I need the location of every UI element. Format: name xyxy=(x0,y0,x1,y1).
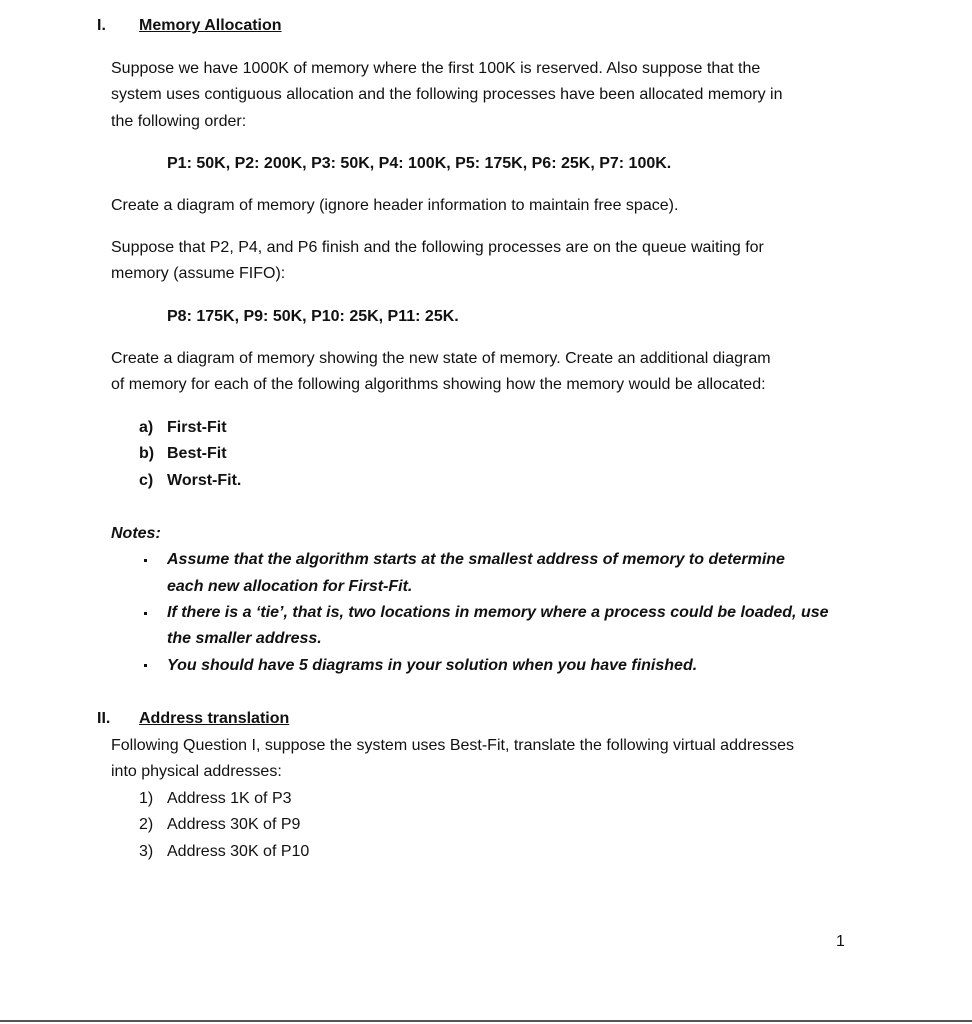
diagram-instruction: Create a diagram of memory (ignore header information to maintain free space). xyxy=(111,197,679,214)
note-2-line-2: the smaller address. xyxy=(167,630,322,647)
address-item-2: Address 30K of P9 xyxy=(167,816,301,833)
item-marker: 1) xyxy=(139,790,154,807)
algorithm-marker: a) xyxy=(139,419,154,436)
notes-heading: Notes: xyxy=(111,525,161,542)
section2-numeral: II. xyxy=(97,710,111,727)
item-marker: 2) xyxy=(139,816,154,833)
item-marker: 3) xyxy=(139,843,154,860)
section2-intro-line-2: into physical addresses: xyxy=(111,763,282,780)
algorithm-first-fit: First-Fit xyxy=(167,419,227,436)
note-3-line-1: You should have 5 diagrams in your solution when you have finished. xyxy=(167,657,698,674)
algorithm-marker: c) xyxy=(139,472,154,489)
address-item-1: Address 1K of P3 xyxy=(167,790,292,807)
bullet-icon xyxy=(144,664,147,667)
section1-numeral: I. xyxy=(97,17,106,34)
intro-line-3: the following order: xyxy=(111,113,247,130)
section2-intro-line-1: Following Question I, suppose the system uses Best-Fit, translate the following virtual addresses xyxy=(111,737,794,754)
bullet-icon xyxy=(144,559,147,562)
intro-line-2: system uses contiguous allocation and the following processes have been allocated memory in xyxy=(111,86,783,103)
page-number: 1 xyxy=(836,933,845,950)
new-state-line-1: Create a diagram of memory showing the new state of memory. Create an additional diagram xyxy=(111,350,771,367)
finish-line-2: memory (assume FIFO): xyxy=(111,265,286,282)
algorithm-worst-fit: Worst-Fit. xyxy=(167,472,242,489)
algorithm-marker: b) xyxy=(139,445,155,462)
bullet-icon xyxy=(144,612,147,615)
note-2-line-1: If there is a ‘tie’, that is, two locations in memory where a process could be loaded, use xyxy=(167,604,829,621)
address-item-3: Address 30K of P10 xyxy=(167,843,310,860)
intro-line-1: Suppose we have 1000K of memory where the first 100K is reserved. Also suppose that the xyxy=(111,60,761,77)
finish-line-1: Suppose that P2, P4, and P6 finish and the following processes are on the queue waiting for xyxy=(111,239,764,256)
new-state-line-2: of memory for each of the following algorithms showing how the memory would be allocated: xyxy=(111,376,766,393)
note-1-line-1: Assume that the algorithm starts at the smallest address of memory to determine xyxy=(167,551,785,568)
algorithm-best-fit: Best-Fit xyxy=(167,445,227,462)
section2-title: Address translation xyxy=(139,710,290,727)
page-edge-divider xyxy=(0,1020,972,1022)
section1-title: Memory Allocation xyxy=(139,17,282,34)
note-1-line-2: each new allocation for First-Fit. xyxy=(167,578,413,595)
initial-process-list: P1: 50K, P2: 200K, P3: 50K, P4: 100K, P5: 175K, P6: 25K, P7: 100K. xyxy=(167,155,672,172)
queued-process-list: P8: 175K, P9: 50K, P10: 25K, P11: 25K. xyxy=(167,308,459,325)
